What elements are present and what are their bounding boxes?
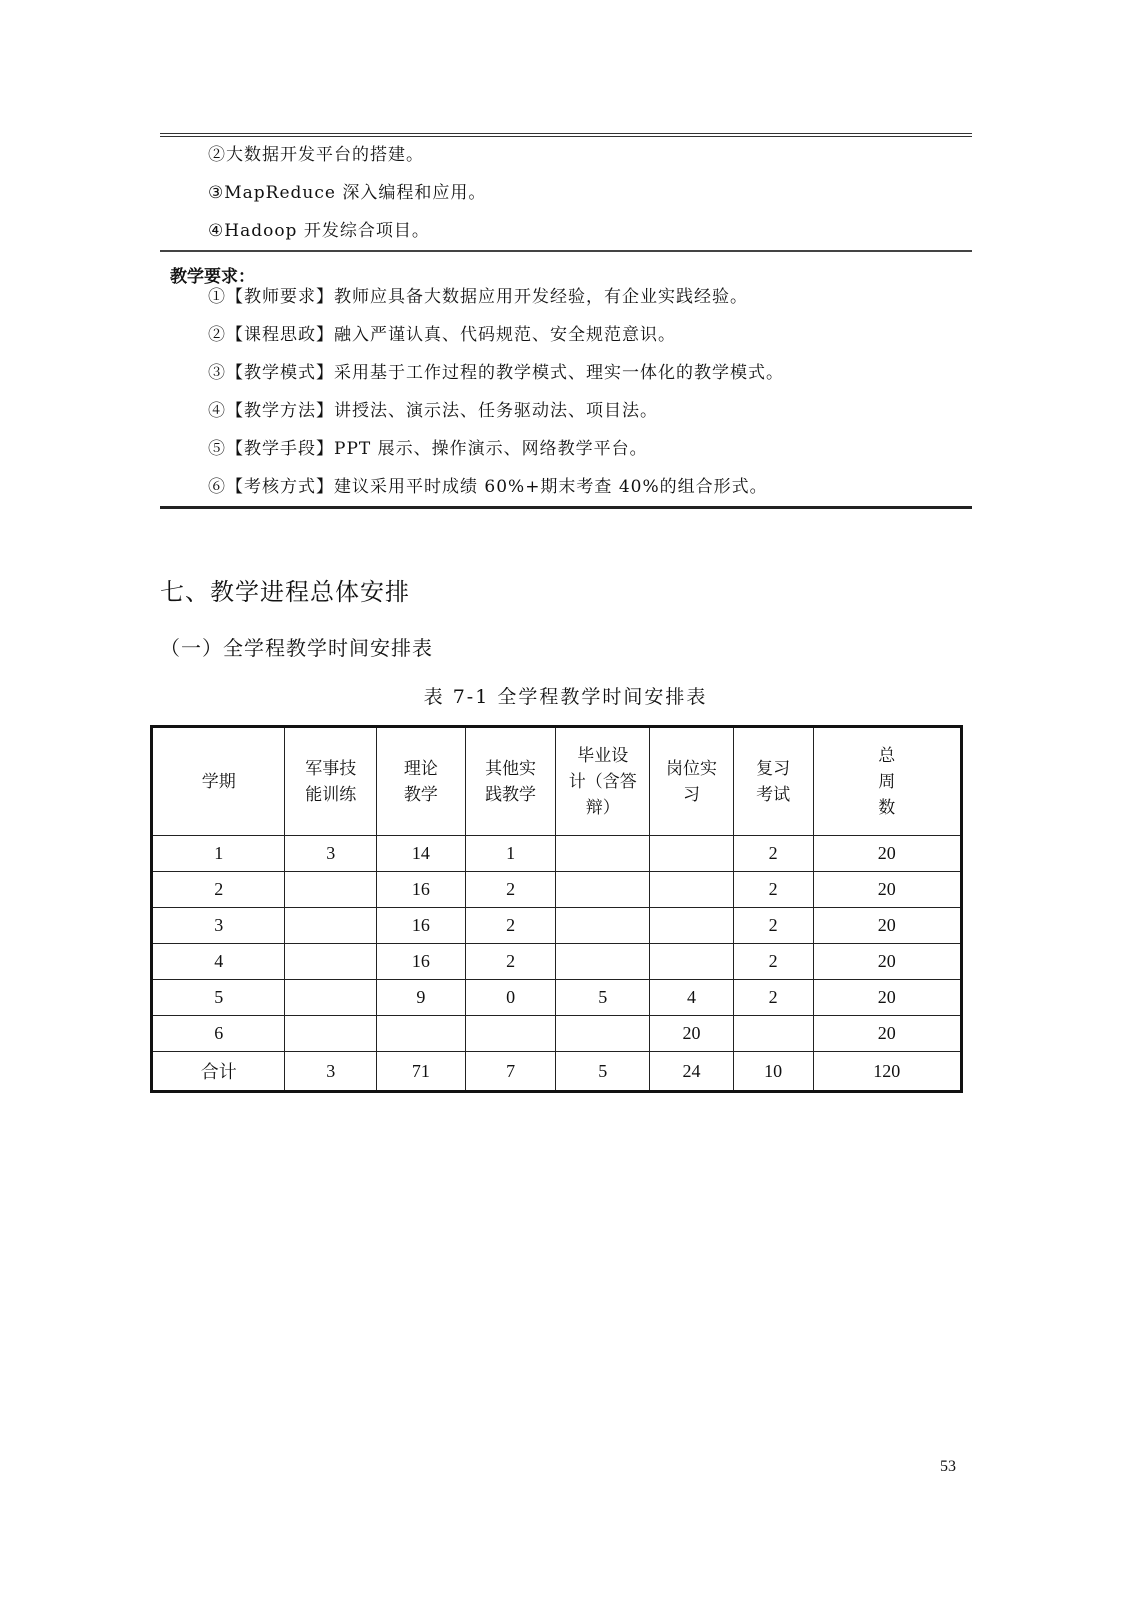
table-cell bbox=[556, 836, 650, 872]
table-cell: 16 bbox=[377, 872, 466, 908]
table-cell: 4 bbox=[152, 944, 285, 980]
header-row bbox=[152, 727, 962, 836]
schedule-table bbox=[150, 725, 963, 1093]
requirement-item: ③【教学模式】采用基于工作过程的教学模式、理实一体化的教学模式。 bbox=[208, 363, 784, 383]
table-cell: 2 bbox=[465, 908, 556, 944]
table-row bbox=[152, 1016, 962, 1052]
requirement-item: ⑥【考核方式】建议采用平时成绩 60%+期末考查 40%的组合形式。 bbox=[208, 477, 768, 497]
subsection-heading: （一）全学程教学时间安排表 bbox=[160, 636, 433, 660]
table-cell: 2 bbox=[733, 980, 813, 1016]
table-cell bbox=[556, 944, 650, 980]
table-cell: 3 bbox=[285, 836, 377, 872]
total-cell: 7 bbox=[465, 1052, 556, 1092]
table-cell bbox=[650, 908, 734, 944]
column-header: 毕业设 计（含答 辩） bbox=[556, 727, 650, 836]
table-cell: 16 bbox=[377, 944, 466, 980]
column-header: 其他实 践教学 bbox=[465, 727, 556, 836]
table-cell: 2 bbox=[152, 872, 285, 908]
column-header: 军事技 能训练 bbox=[285, 727, 377, 836]
table-cell: 1 bbox=[465, 836, 556, 872]
total-cell: 24 bbox=[650, 1052, 734, 1092]
table-cell bbox=[556, 872, 650, 908]
content-item: ③MapReduce 深入编程和应用。 bbox=[208, 183, 487, 203]
table-cell: 4 bbox=[650, 980, 734, 1016]
table-cell: 20 bbox=[813, 872, 962, 908]
table-cell: 14 bbox=[377, 836, 466, 872]
table-row bbox=[152, 980, 962, 1016]
table-cell: 2 bbox=[733, 944, 813, 980]
requirement-item: ①【教师要求】教师应具备大数据应用开发经验，有企业实践经验。 bbox=[208, 287, 748, 307]
table-cell: 0 bbox=[465, 980, 556, 1016]
table-caption: 表 7-1 全学程教学时间安排表 bbox=[423, 686, 708, 708]
table-cell bbox=[650, 872, 734, 908]
table-cell bbox=[285, 908, 377, 944]
teaching-requirements-title: 教学要求： bbox=[170, 267, 255, 287]
table-cell bbox=[377, 1016, 466, 1052]
column-header: 复习 考试 bbox=[733, 727, 813, 836]
table-cell: 6 bbox=[152, 1016, 285, 1052]
total-cell: 5 bbox=[556, 1052, 650, 1092]
table-cell: 20 bbox=[813, 944, 962, 980]
table-cell: 20 bbox=[813, 908, 962, 944]
table-cell bbox=[556, 908, 650, 944]
page-number: 53 bbox=[940, 1458, 956, 1475]
table-cell bbox=[650, 944, 734, 980]
table-row bbox=[152, 908, 962, 944]
column-header: 总 周 数 bbox=[813, 727, 962, 836]
table-cell bbox=[285, 980, 377, 1016]
section-divider bbox=[160, 250, 972, 252]
total-cell: 120 bbox=[813, 1052, 962, 1092]
total-cell: 71 bbox=[377, 1052, 466, 1092]
table-cell: 3 bbox=[152, 908, 285, 944]
table-cell: 2 bbox=[733, 908, 813, 944]
requirement-item: ④【教学方法】讲授法、演示法、任务驱动法、项目法。 bbox=[208, 401, 658, 421]
top-rule bbox=[160, 133, 972, 137]
table-cell bbox=[465, 1016, 556, 1052]
table-cell bbox=[285, 872, 377, 908]
requirement-item: ⑤【教学手段】PPT 展示、操作演示、网络教学平台。 bbox=[208, 439, 648, 459]
table-cell: 2 bbox=[733, 872, 813, 908]
table-cell: 20 bbox=[650, 1016, 734, 1052]
table-cell bbox=[285, 1016, 377, 1052]
total-cell: 3 bbox=[285, 1052, 377, 1092]
table-cell: 16 bbox=[377, 908, 466, 944]
total-row bbox=[152, 1052, 962, 1092]
table-cell: 5 bbox=[152, 980, 285, 1016]
total-cell: 合计 bbox=[152, 1052, 285, 1092]
table-row bbox=[152, 944, 962, 980]
content-item: ④Hadoop 开发综合项目。 bbox=[208, 221, 430, 241]
table-cell: 9 bbox=[377, 980, 466, 1016]
column-header: 岗位实 习 bbox=[650, 727, 734, 836]
column-header: 理论 教学 bbox=[377, 727, 466, 836]
table-cell bbox=[285, 944, 377, 980]
column-header: 学期 bbox=[152, 727, 285, 836]
table-cell: 20 bbox=[813, 980, 962, 1016]
table-cell: 5 bbox=[556, 980, 650, 1016]
table-row bbox=[152, 872, 962, 908]
table-cell: 1 bbox=[152, 836, 285, 872]
section-heading: 七、教学进程总体安排 bbox=[160, 578, 410, 606]
table-cell: 2 bbox=[465, 872, 556, 908]
requirement-item: ②【课程思政】融入严谨认真、代码规范、安全规范意识。 bbox=[208, 325, 676, 345]
table-cell: 20 bbox=[813, 836, 962, 872]
content-item: ②大数据开发平台的搭建。 bbox=[208, 145, 424, 165]
table-cell bbox=[650, 836, 734, 872]
table-row bbox=[152, 836, 962, 872]
table-cell: 2 bbox=[465, 944, 556, 980]
table-cell: 2 bbox=[733, 836, 813, 872]
table-cell bbox=[556, 1016, 650, 1052]
total-cell: 10 bbox=[733, 1052, 813, 1092]
table-cell: 20 bbox=[813, 1016, 962, 1052]
bottom-rule bbox=[160, 506, 972, 509]
table-cell bbox=[733, 1016, 813, 1052]
